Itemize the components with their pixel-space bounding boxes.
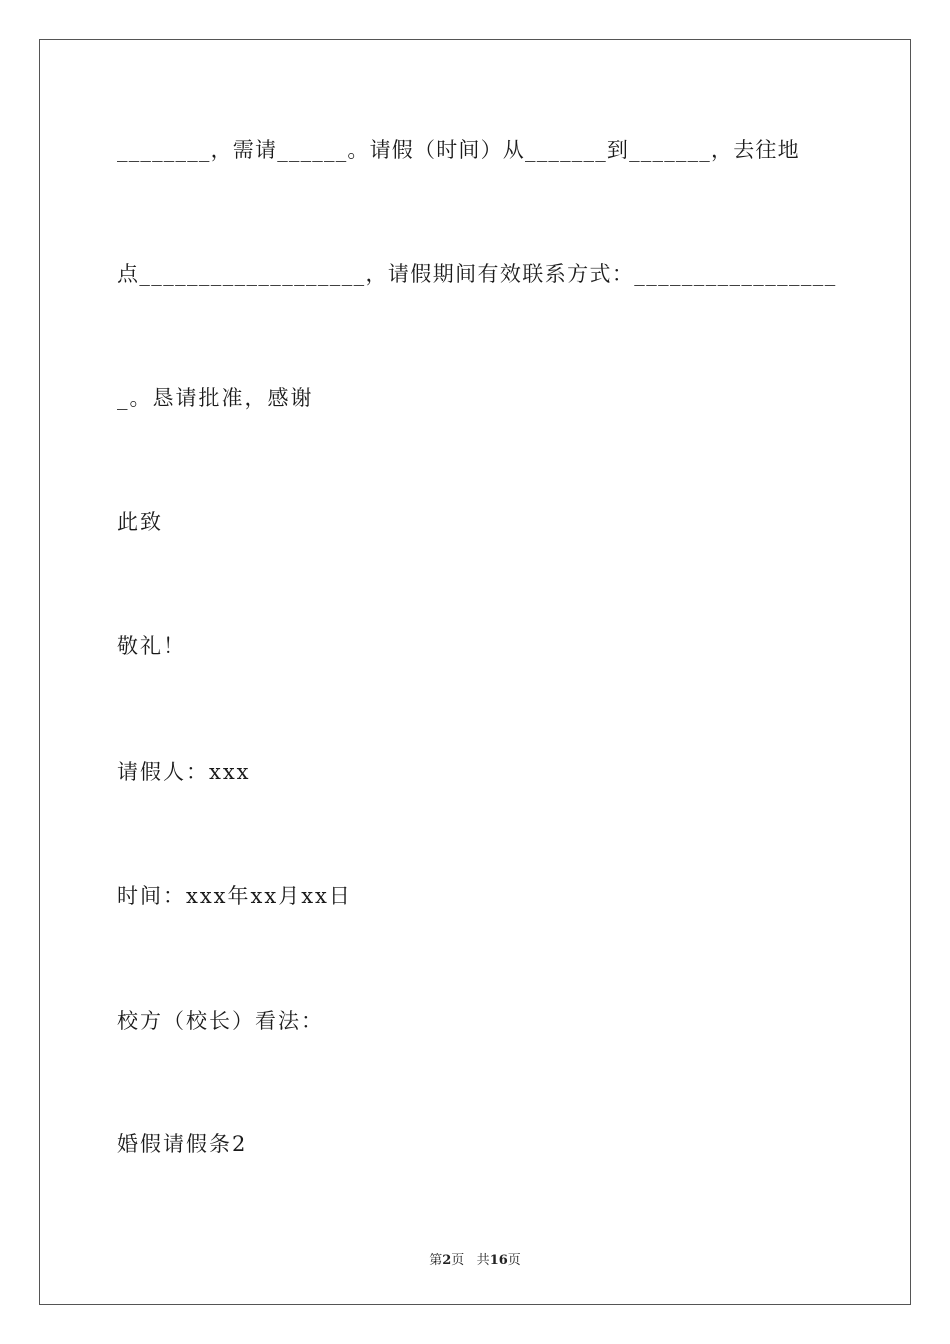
body-line-leave-time: ________，需请______。请假（时间）从_______到_______，去往地 <box>117 138 800 162</box>
page-suffix: 页 <box>451 1253 465 1268</box>
body-line-request-approval: _。恳请批准，感谢 <box>117 386 314 410</box>
page-prefix: 第 <box>429 1253 443 1268</box>
total-pages: 16 <box>489 1253 508 1268</box>
page-current: 2 <box>442 1253 452 1268</box>
date-line: 时间：xxx年xx月xx日 <box>117 884 352 908</box>
total-prefix: 共 <box>476 1253 490 1268</box>
section-heading: 婚假请假条2 <box>117 1132 248 1156</box>
page-border <box>39 39 911 1305</box>
closing-salutation: 此致 <box>117 510 163 534</box>
body-line-destination-contact: 点___________________，请假期间有效联系方式：_________________ <box>117 262 837 286</box>
school-opinion-line: 校方（校长）看法： <box>117 1009 324 1033</box>
applicant-line: 请假人：xxx <box>117 760 251 784</box>
closing-regards: 敬礼！ <box>117 634 186 658</box>
total-suffix: 页 <box>507 1253 521 1268</box>
page-footer <box>0 1249 950 1268</box>
